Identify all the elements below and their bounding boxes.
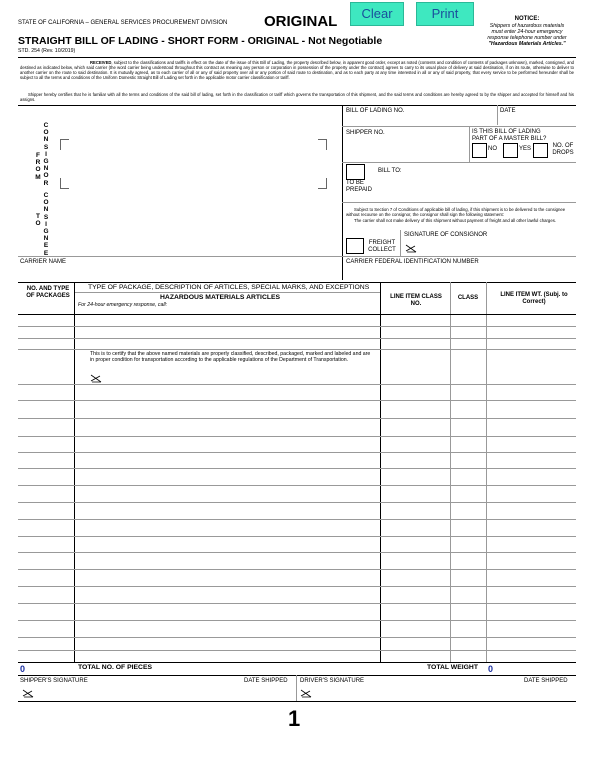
yes-label: YES — [519, 146, 532, 152]
address-corner — [318, 139, 327, 150]
bill-to-prepaid-checkbox[interactable] — [346, 164, 365, 180]
carrier-fein-field[interactable] — [346, 267, 574, 279]
address-corner — [318, 178, 327, 189]
date-label: DATE — [500, 108, 516, 114]
table-row[interactable] — [18, 339, 576, 349]
pen-signature-icon[interactable] — [300, 689, 312, 698]
consignee-label: C O N S I G N E E — [43, 192, 49, 257]
pen-signature-icon[interactable] — [405, 244, 417, 253]
certify-terms — [20, 92, 574, 102]
consignor-signature-label: SIGNATURE OF CONSIGNOR — [404, 232, 488, 238]
no-label: NO — [488, 146, 497, 152]
table-row[interactable] — [18, 520, 576, 536]
table-row[interactable] — [18, 453, 576, 468]
col-class-no-header: LINE ITEM CLASS NO. — [390, 294, 442, 307]
shipper-signature-label: SHIPPER'S SIGNATURE — [20, 678, 88, 684]
to-be-prepaid-label: TO BE PREPAID — [346, 180, 372, 193]
notice-title: NOTICE: — [514, 16, 540, 22]
carrier-fein-label: CARRIER FEDERAL IDENTIFICATION NUMBER — [346, 259, 479, 265]
table-row[interactable] — [18, 604, 576, 620]
date-shipped-label: DATE SHIPPED — [524, 678, 568, 684]
table-row[interactable] — [18, 638, 576, 650]
form-number: STD. 254 (Rev. 10/2019) — [18, 48, 76, 54]
division-label: STATE OF CALIFORNIA – GENERAL SERVICES PROCUREMENT DIVISION — [18, 20, 228, 26]
carrier-name-label: CARRIER NAME — [20, 259, 67, 265]
table-row[interactable] — [18, 537, 576, 552]
col-emergency-header: For 24-hour emergency response, call: — [78, 302, 168, 308]
bol-no-field[interactable] — [346, 116, 494, 125]
total-weight-label: TOTAL WEIGHT — [427, 664, 478, 671]
received-label: RECEIVED — [90, 60, 112, 65]
date-shipped-label: DATE SHIPPED — [244, 678, 288, 684]
driver-signature-label: DRIVER'S SIGNATURE — [300, 678, 365, 684]
consignee-address-field[interactable] — [64, 200, 316, 250]
notice-box — [478, 16, 576, 47]
section7-text: Subject to Section 7 of Conditions of applicable bill of lading, if this shipment is to be delivered to the consignee without recourse on the consignor, the consignor shall sign the following statement: — [346, 207, 566, 218]
col-hazmat-header: HAZARDOUS MATERIALS ARTICLES — [160, 294, 281, 301]
master-bill-yes-checkbox[interactable] — [503, 143, 518, 158]
hazmat-certification: This is to certify that the above named materials are properly classified, described, packaged, marked and labeled and are in proper condition for transportation according to the applicable regulations of the Department of Transportation. — [90, 351, 371, 363]
master-bill-no-checkbox[interactable] — [472, 143, 487, 158]
shipper-no-label: SHIPPER NO. — [346, 130, 385, 136]
original-label: ORIGINAL — [264, 13, 338, 30]
pen-signature-icon[interactable] — [90, 374, 102, 383]
certify-text: Shipper hereby certifies that he is familiar with all the terms and conditions of the said bill of lading, set forth in the classification or tariff which governs the transportation of this shipment, and the said terms and conditions are hereby agreed to by the shipper and accepted for himself and his assigns. — [20, 92, 574, 102]
total-pieces-label: TOTAL NO. OF PIECES — [78, 664, 153, 671]
table-row[interactable] — [18, 651, 576, 662]
col-weight-header: LINE ITEM WT. (Subj. to Correct) — [500, 292, 568, 305]
table-row[interactable] — [18, 437, 576, 452]
clear-button[interactable]: Clear — [350, 2, 404, 26]
table-row[interactable] — [18, 486, 576, 502]
section7b-text: The carrier shall not make delivery of this shipment without payment of freight and all other lawful charges. — [354, 218, 557, 223]
pen-signature-icon[interactable] — [22, 689, 34, 698]
total-weight-value[interactable]: 0 — [488, 664, 494, 674]
form-title: STRAIGHT BILL OF LADING - SHORT FORM - ORIGINAL - Not Negotiable — [18, 35, 383, 47]
freight-collect-label: FREIGHT COLLECT — [368, 240, 396, 253]
table-row[interactable] — [18, 553, 576, 569]
notice-line: response telephone number under — [487, 35, 567, 41]
bill-to-field[interactable] — [410, 166, 570, 196]
carrier-name-field[interactable] — [20, 267, 338, 279]
no-of-drops-label: NO. OF DROPS — [552, 143, 574, 156]
table-row[interactable] — [18, 385, 576, 400]
table-row[interactable] — [18, 503, 576, 519]
date-field[interactable] — [500, 116, 574, 125]
notice-line: Shippers of hazardous materials — [489, 23, 565, 29]
notice-line: must enter 24-hour emergency — [491, 29, 563, 35]
col-packages-header: NO. AND TYPE OF PACKAGES — [26, 286, 70, 299]
table-row[interactable] — [18, 621, 576, 637]
no-of-drops-field[interactable] — [533, 143, 548, 158]
table-row[interactable] — [18, 315, 576, 326]
received-terms — [20, 60, 574, 80]
col-desc-header: TYPE OF PACKAGE, DESCRIPTION OF ARTICLES, SPECIAL MARKS, AND EXCEPTIONS — [88, 284, 370, 291]
consignor-label: C O N S I G N O R — [43, 122, 49, 187]
table-row[interactable] — [18, 469, 576, 485]
table-row[interactable] — [18, 587, 576, 603]
total-pieces-value[interactable]: 0 — [20, 664, 26, 674]
page-number: 1 — [288, 706, 301, 731]
col-class-header: CLASS — [457, 295, 479, 301]
notice-line: "Hazardous Materials Articles." — [488, 41, 566, 47]
bill-to-label: BILL TO: — [378, 168, 402, 174]
to-label: T O — [35, 213, 41, 228]
received-text: , subject to the classifications and tariffs in effect on the date of the issue of this Bill of Lading, the property described below, in apparent good order, except as noted (contents and condition of contents of packages unknown), marked, consigned, and destined as indicated below, which said carrier (the word carrier being understood throughout this contract as meaning any person or corporation in possession of the property under the contract) agrees to carry to its usual place of delivery at said destination, if on its route, otherwise to deliver to another carrier on the route to said destination. It is mutually agreed, as to each carrier of all or any of said property over all or any portion of said route to destination, and as to each party at any time interested in all or any of said property, that every service to be performed hereunder shall be subject to all the terms and conditions of the Uniform Domestic Straight Bill of Lading set forth in the applicable motor carrier classification or tariff. — [20, 60, 574, 80]
from-label: F R O M — [35, 152, 41, 181]
address-corner — [60, 178, 69, 189]
table-row[interactable] — [18, 419, 576, 436]
print-button[interactable]: Print — [416, 2, 474, 26]
freight-collect-checkbox[interactable] — [346, 238, 364, 254]
consignor-address-field[interactable] — [64, 150, 316, 176]
table-row[interactable] — [18, 570, 576, 586]
bol-no-label: BILL OF LADING NO. — [346, 108, 405, 114]
shipper-no-field[interactable] — [346, 139, 466, 155]
master-bill-label: IS THIS BILL OF LADING PART OF A MASTER BILL? — [472, 129, 547, 142]
table-row[interactable] — [18, 327, 576, 338]
address-corner — [60, 139, 69, 150]
table-row[interactable] — [18, 401, 576, 418]
